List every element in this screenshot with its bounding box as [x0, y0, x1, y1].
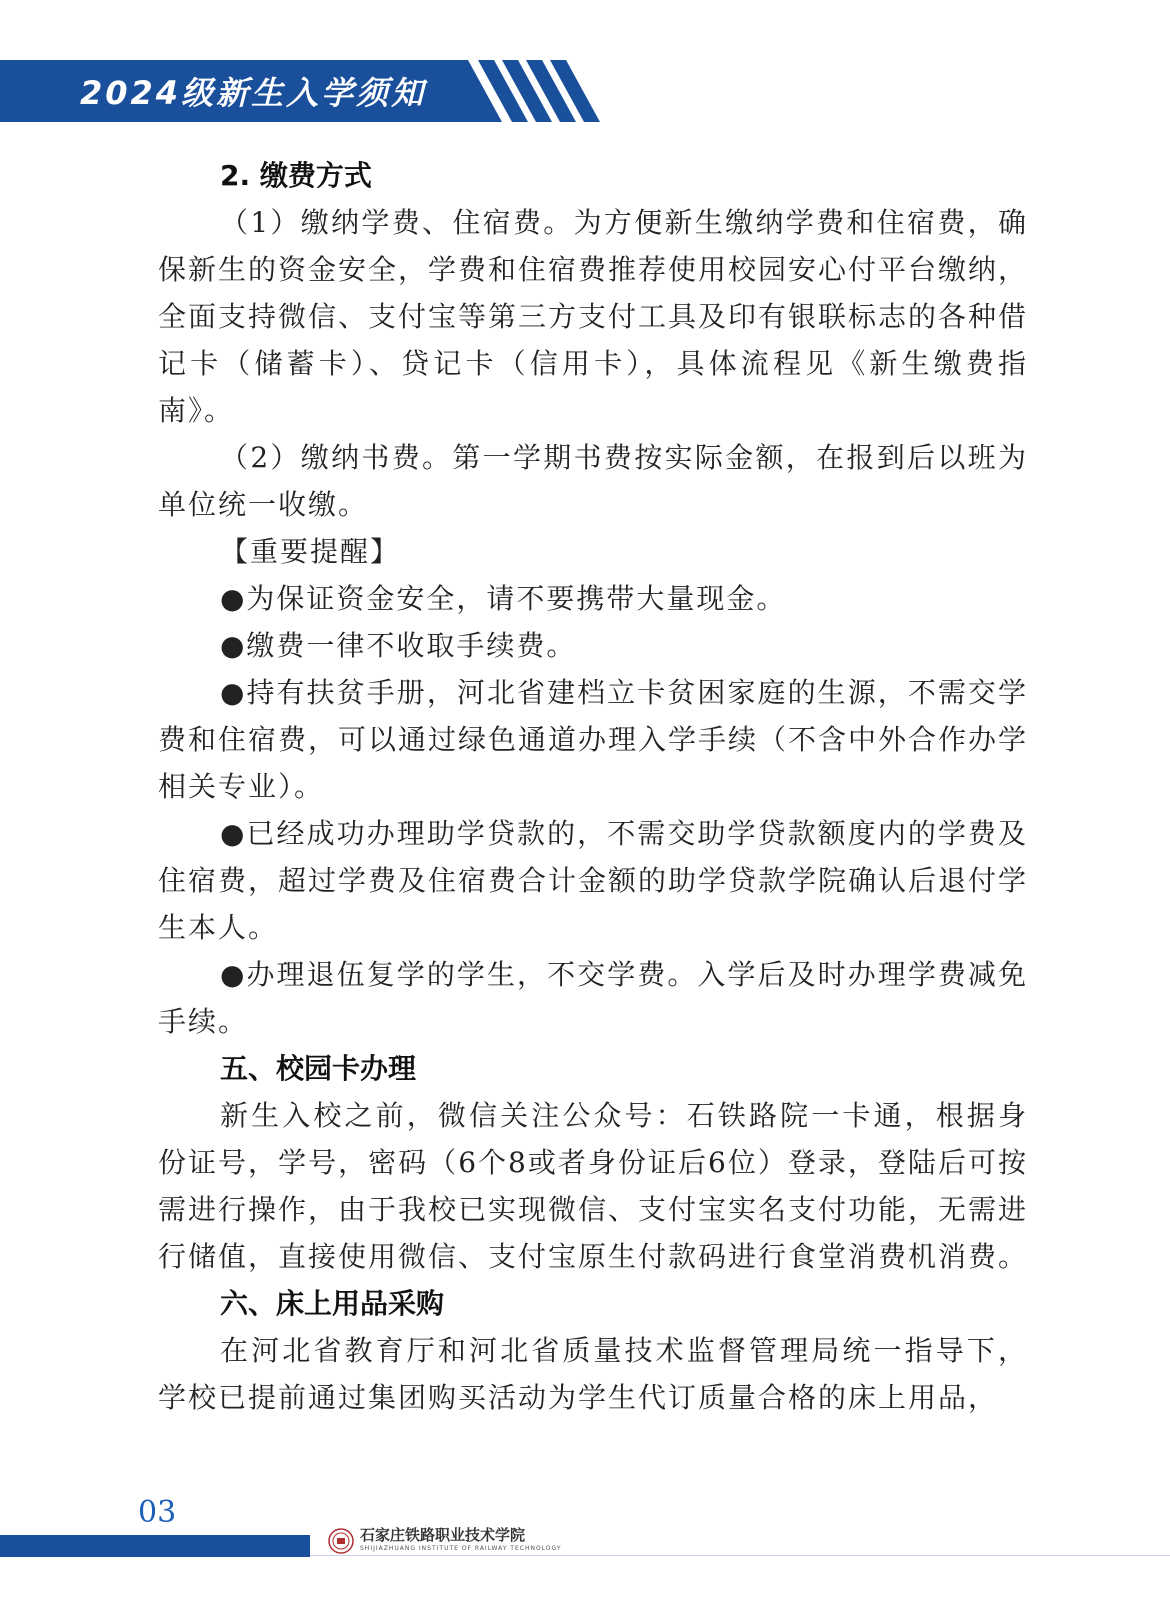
footer-bar: [0, 1535, 310, 1557]
paragraph: 【重要提醒】: [220, 535, 401, 568]
paragraph: ●持有扶贫手册，河北省建档立卡贫困家庭的生源，不需交学费和住宿费，可以通过绿色通道办理入学手续（不含中外合作办学相关专业）。: [158, 676, 1029, 803]
paragraph: （2）缴纳书费。第一学期书费按实际金额，在报到后以班为单位统一收缴。: [158, 441, 1028, 521]
paragraph: ●已经成功办理助学贷款的，不需交助学贷款额度内的学费及住宿费，超过学费及住宿费合计金额的助学贷款学院确认后退付学生本人。: [158, 817, 1029, 944]
school-name-en: SHIJIAZHUANG INSTITUTE OF RAILWAY TECHNOLOGY: [360, 1545, 562, 1552]
school-logo-icon: [328, 1528, 354, 1554]
document-body: [158, 152, 1028, 1421]
paragraph: 在河北省教育厅和河北省质量技术监督管理局统一指导下，学校已提前通过集团购买活动为学生代订质量合格的床上用品，: [158, 1334, 1028, 1414]
section-heading: 六、床上用品采购: [220, 1287, 445, 1320]
paragraph: （1）缴纳学费、住宿费。为方便新生缴纳学费和住宿费，确保新生的资金安全，学费和住宿费推荐使用校园安心付平台缴纳，全面支持微信、支付宝等第三方支付工具及印有银联标志的各种借记卡（储蓄卡）、贷记卡（信用卡），具体流程见《新生缴费指南》。: [158, 206, 1029, 427]
header-title: 2024级新生入学须知: [80, 74, 427, 112]
paragraph: ●办理退伍复学的学生，不交学费。入学后及时办理学费减免手续。: [158, 958, 1028, 1038]
section-heading: 2. 缴费方式: [220, 159, 372, 192]
section-heading: 五、校园卡办理: [220, 1052, 417, 1085]
page-number: 03: [138, 1495, 177, 1530]
school-name-cn: 石家庄铁路职业技术学院: [360, 1526, 526, 1544]
paragraph: ●为保证资金安全，请不要携带大量现金。: [220, 582, 787, 615]
paragraph: ●缴费一律不收取手续费。: [220, 629, 577, 662]
footer-line: [310, 1555, 1170, 1556]
paragraph: 新生入校之前，微信关注公众号：石铁路院一卡通，根据身份证号，学号，密码（6个8或者身份证后6位）登录，登陆后可按需进行操作，由于我校已实现微信、支付宝实名支付功能，无需进行储值，直接使用微信、支付宝原生付款码进行食堂消费机消费。: [158, 1099, 1029, 1273]
header-banner: [0, 60, 620, 122]
